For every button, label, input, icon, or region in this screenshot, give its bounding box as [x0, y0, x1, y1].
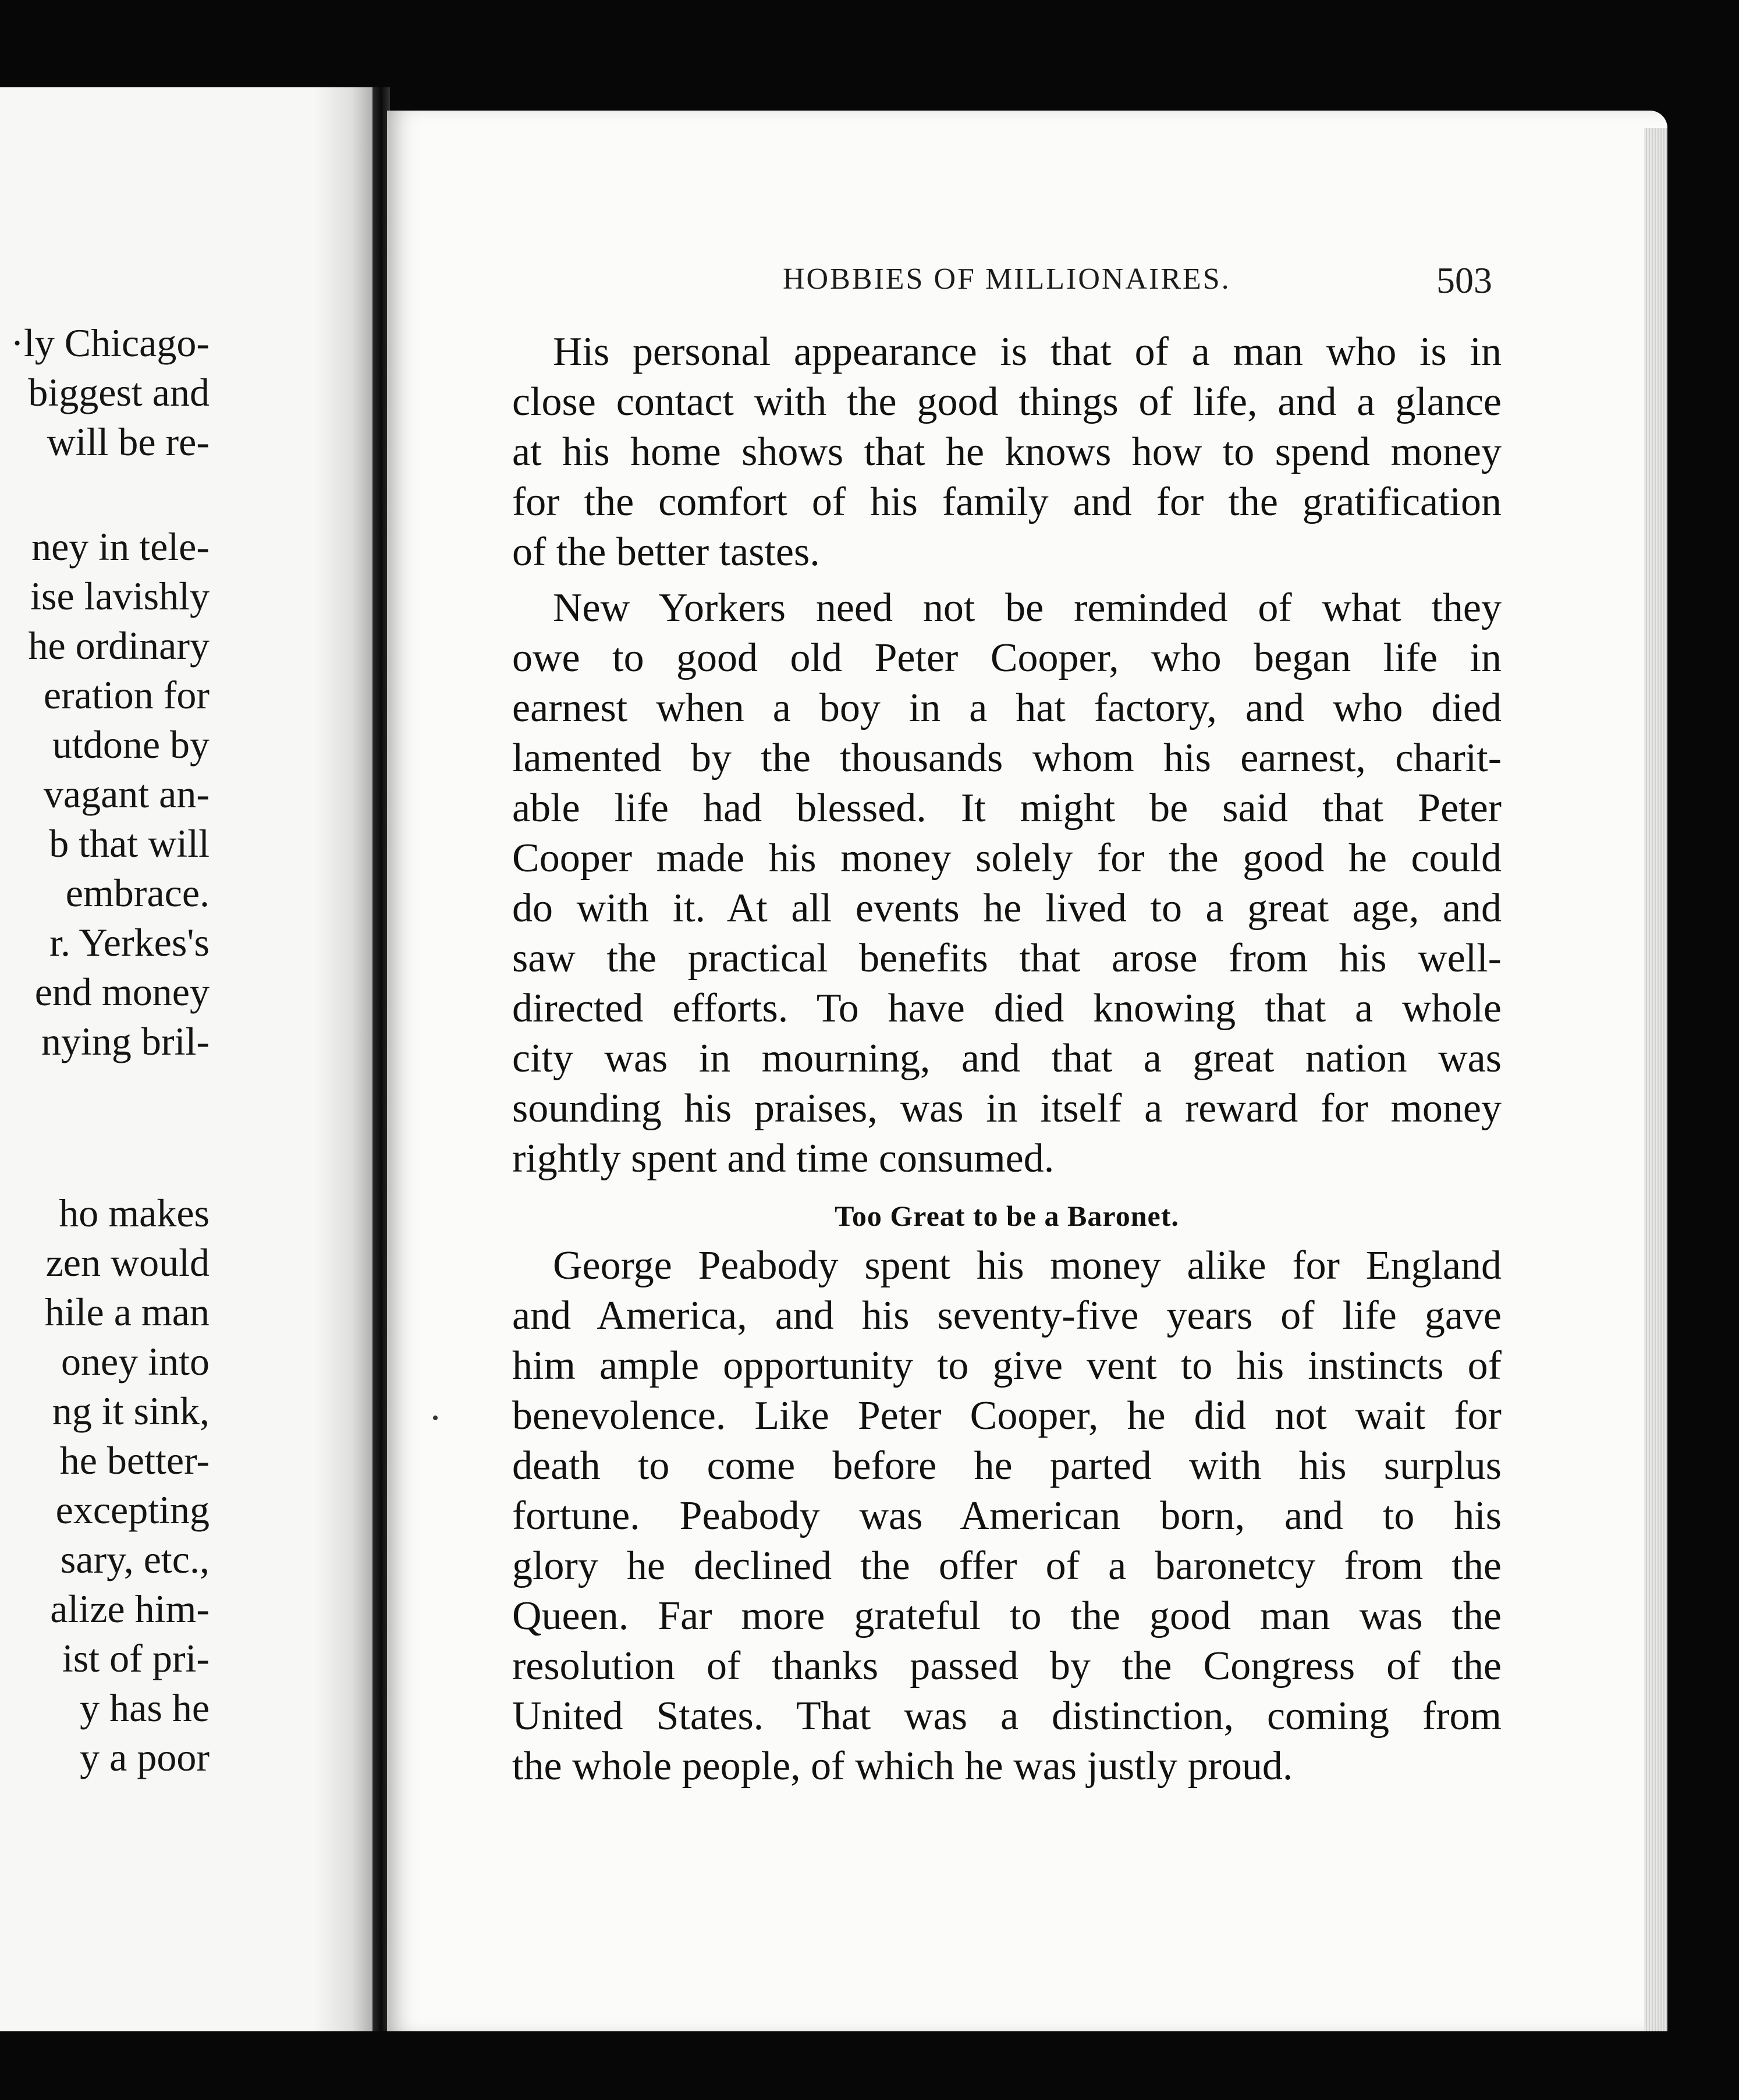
- text-line: for the comfort of his family and for the gratification: [512, 480, 1502, 524]
- left-line: nying bril-: [41, 1019, 210, 1063]
- text-line: saw the practical benefits that arose from his well-: [512, 936, 1502, 981]
- text-line: able life had blessed. It might be said that Peter: [512, 786, 1502, 831]
- gutter-shadow: [314, 87, 378, 2031]
- text-line: Cooper made his money solely for the good he could: [512, 836, 1502, 881]
- left-line: ise lavishly: [30, 574, 210, 618]
- left-line: he ordinary: [28, 623, 210, 668]
- text-line: New Yorkers need not be reminded of what they: [553, 586, 1502, 630]
- text-line: death to come before he parted with his surplus: [512, 1443, 1502, 1488]
- text-line: His personal appearance is that of a man who is in: [553, 329, 1502, 374]
- text-line: fortune. Peabody was American born, and to his: [512, 1494, 1502, 1538]
- text-line: rightly spent and time consumed.: [512, 1136, 1055, 1181]
- text-line: close contact with the good things of life, and a glance: [512, 379, 1502, 424]
- text-line: George Peabody spent his money alike for England: [553, 1243, 1502, 1288]
- text-line: him ample opportunity to give vent to his instincts of: [512, 1343, 1502, 1388]
- text-line: at his home shows that he knows how to spend money: [512, 430, 1502, 474]
- text-line: United States. That was a distinction, coming from: [512, 1694, 1502, 1739]
- left-line: zen would: [45, 1240, 210, 1285]
- left-line: oney into: [61, 1339, 210, 1384]
- left-line: ng it sink,: [52, 1389, 210, 1433]
- left-line: embrace.: [65, 871, 210, 915]
- left-line: ney in tele-: [31, 524, 210, 569]
- left-line: ist of pri-: [62, 1636, 210, 1680]
- left-line: vagant an-: [43, 772, 210, 816]
- left-line: r. Yerkes's: [49, 920, 210, 964]
- left-line: hile a man: [44, 1290, 210, 1334]
- left-line: he better-: [59, 1438, 210, 1482]
- left-line: ·ly Chicago-: [10, 321, 210, 365]
- text-line: city was in mourning, and that a great nation was: [512, 1036, 1502, 1081]
- page-number: 503: [1436, 260, 1492, 301]
- left-line: alize him-: [50, 1587, 210, 1631]
- left-line: excepting: [55, 1488, 210, 1532]
- text-line: glory he declined the offer of a baronetcy from the: [512, 1544, 1502, 1588]
- text-line: sounding his praises, was in itself a reward for money: [512, 1086, 1502, 1131]
- text-line: benevolence. Like Peter Cooper, he did not wait for: [512, 1393, 1502, 1438]
- text-line: of the better tastes.: [512, 530, 820, 574]
- left-line: utdone by: [52, 722, 210, 767]
- left-line: b that will: [49, 821, 210, 865]
- text-line: Queen. Far more grateful to the good man was the: [512, 1594, 1502, 1638]
- stray-dot: [433, 1416, 438, 1420]
- left-line: ho makes: [59, 1191, 210, 1235]
- text-line: directed efforts. To have died knowing that a whole: [512, 986, 1502, 1031]
- left-line: y a poor: [80, 1735, 210, 1779]
- left-line: will be re-: [47, 420, 210, 464]
- text-line: earnest when a boy in a hat factory, and who died: [512, 686, 1502, 730]
- section-heading: Too Great to be a Baronet.: [835, 1200, 1179, 1232]
- running-head: HOBBIES OF MILLIONAIRES.: [783, 262, 1231, 296]
- left-line: eration for: [43, 673, 210, 717]
- left-line: sary, etc.,: [60, 1537, 210, 1581]
- left-line: end money: [34, 970, 210, 1014]
- text-line: and America, and his seventy-five years of life gave: [512, 1293, 1502, 1338]
- text-line: resolution of thanks passed by the Congress of the: [512, 1644, 1502, 1688]
- left-line: y has he: [80, 1686, 210, 1730]
- text-line: do with it. At all events he lived to a great age, and: [512, 886, 1502, 931]
- page-edge: [1644, 128, 1667, 2031]
- left-line: biggest and: [28, 370, 210, 414]
- text-line: lamented by the thousands whom his earnest, charit-: [512, 736, 1502, 781]
- text-line: owe to good old Peter Cooper, who began life in: [512, 636, 1502, 680]
- text-line: the whole people, of which he was justly proud.: [512, 1744, 1293, 1789]
